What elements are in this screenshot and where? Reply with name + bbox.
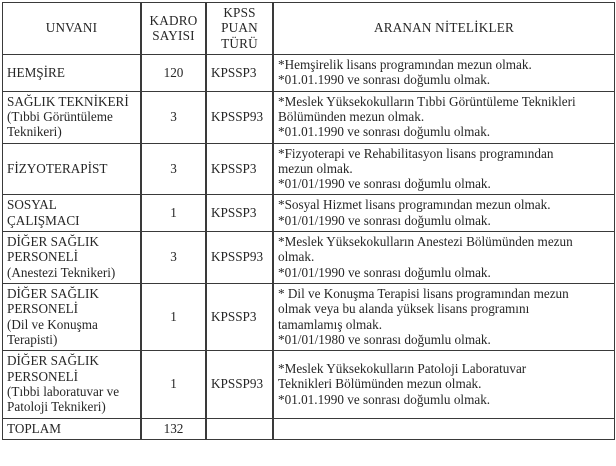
cell-position-count: 1 (141, 195, 206, 232)
qualification-line: olmak. (278, 249, 315, 265)
total-label: TOPLAM (3, 419, 141, 439)
table-row (3, 284, 614, 351)
cell-position-count: 1 (141, 351, 206, 418)
position-title-line: FİZYOTERAPİST (7, 160, 108, 176)
position-title-line: PERSONELİ (7, 249, 79, 265)
qualification-line: *Sosyal Hizmet lisans programından mezun olmak. (278, 197, 551, 213)
cell-qualifications (273, 232, 614, 284)
table-row (3, 351, 614, 418)
column-header-score-type-line2: PUAN TÜRÜ (221, 20, 258, 51)
cell-position-title (3, 55, 141, 92)
table-row (3, 144, 614, 196)
total-qualifications-empty (273, 419, 614, 439)
column-header-count (141, 3, 206, 55)
position-title-line: (Tıbbi Görüntüleme (7, 108, 113, 124)
cell-position-count: 1 (141, 284, 206, 351)
qualification-line: *Meslek Yüksekokulların Anestezi Bölümünden mezun (278, 234, 573, 250)
cell-kpss-score-type: KPSSP93 (206, 92, 273, 144)
cell-kpss-score-type: KPSSP3 (206, 144, 273, 196)
position-title-line: ÇALIŞMACI (7, 212, 80, 228)
qualification-line: tamamlamış olmak. (278, 316, 383, 332)
cell-position-title (3, 351, 141, 418)
qualification-line: *01.01.1990 ve sonrası doğumlu olmak. (278, 391, 491, 407)
cell-kpss-score-type: KPSSP93 (206, 351, 273, 418)
qualification-line: * Dil ve Konuşma Terapisi lisans programından mezun (278, 286, 569, 301)
table-total-row (3, 419, 614, 439)
table-row (3, 232, 614, 284)
position-title-line: (Dil ve Konuşma (7, 316, 98, 332)
cell-qualifications (273, 55, 614, 92)
column-header-count-line1: KADRO (149, 12, 198, 28)
cell-kpss-score-type: KPSSP3 (206, 55, 273, 92)
column-header-qualifications: ARANAN NİTELİKLER (273, 3, 614, 55)
cell-kpss-score-type: KPSSP3 (206, 195, 273, 232)
qualification-line: *Meslek Yüksekokulların Patoloji Laboratuvar (278, 360, 527, 376)
qualification-line: olmak veya bu alanda yüksek lisans programını (278, 301, 530, 317)
cell-position-title (3, 232, 141, 284)
column-header-score-type (206, 3, 273, 55)
cell-kpss-score-type: KPSSP93 (206, 232, 273, 284)
total-score-type-empty (206, 419, 273, 439)
qualification-line: *01/01/1990 ve sonrası doğumlu olmak. (278, 176, 491, 192)
qualification-line: Teknikleri Bölümünden mezun olmak. (278, 376, 482, 392)
recruitment-positions-table (2, 2, 615, 440)
cell-position-count: 3 (141, 144, 206, 196)
cell-kpss-score-type: KPSSP3 (206, 284, 273, 351)
qualification-line: Bölümünden mezun olmak. (278, 108, 425, 124)
cell-position-count: 3 (141, 92, 206, 144)
table-header (3, 3, 614, 55)
cell-qualifications (273, 144, 614, 196)
column-header-count-line2: SAYISI (152, 27, 195, 43)
cell-qualifications (273, 92, 614, 144)
cell-position-count: 3 (141, 232, 206, 284)
position-title-line: DİĞER SAĞLIK (7, 353, 99, 369)
position-title-line: DİĞER SAĞLIK (7, 286, 99, 301)
total-count: 132 (141, 419, 206, 439)
cell-qualifications (273, 195, 614, 232)
table-row (3, 55, 614, 92)
position-title-line: PERSONELİ (7, 368, 79, 384)
qualification-line: *01.01.1990 ve sonrası doğumlu olmak. (278, 72, 491, 88)
qualification-line: *01/01/1990 ve sonrası doğumlu olmak. (278, 212, 491, 228)
qualification-line: *Meslek Yüksekokulların Tıbbi Görüntüleme Teknikleri (278, 93, 576, 109)
cell-position-title (3, 144, 141, 196)
position-title-line: Teknikeri) (7, 124, 62, 140)
cell-position-title (3, 195, 141, 232)
qualification-line: *01/01/1980 ve sonrası doğumlu olmak. (278, 331, 491, 347)
table-row (3, 92, 614, 144)
position-title-line: (Tıbbi laboratuvar ve (7, 383, 120, 399)
cell-position-count: 120 (141, 55, 206, 92)
cell-qualifications (273, 284, 614, 351)
position-title-line: SOSYAL (7, 197, 57, 213)
position-title-line: Terapisti) (7, 331, 58, 347)
qualification-line: *01/01/1990 ve sonrası doğumlu olmak. (278, 264, 491, 280)
position-title-line: HEMŞİRE (7, 64, 65, 80)
column-header-score-type-line1: KPSS (223, 5, 256, 20)
qualification-line: *01.01.1990 ve sonrası doğumlu olmak. (278, 124, 491, 140)
position-title-line: Patoloji Teknikeri) (7, 399, 106, 415)
column-header-title: UNVANI (3, 3, 141, 55)
position-title-line: (Anestezi Teknikeri) (7, 264, 116, 280)
cell-position-title (3, 284, 141, 351)
qualification-line: *Hemşirelik lisans programından mezun olmak. (278, 56, 532, 72)
position-title-line: SAĞLIK TEKNİKERİ (7, 93, 129, 109)
table-header-row (3, 3, 614, 55)
position-title-line: PERSONELİ (7, 301, 79, 317)
table-body (3, 55, 614, 439)
qualification-line: mezun olmak. (278, 160, 353, 176)
cell-qualifications (273, 351, 614, 418)
table-row (3, 195, 614, 232)
position-title-line: DİĞER SAĞLIK (7, 234, 99, 250)
cell-position-title (3, 92, 141, 144)
qualification-line: *Fizyoterapi ve Rehabilitasyon lisans programından (278, 145, 554, 161)
